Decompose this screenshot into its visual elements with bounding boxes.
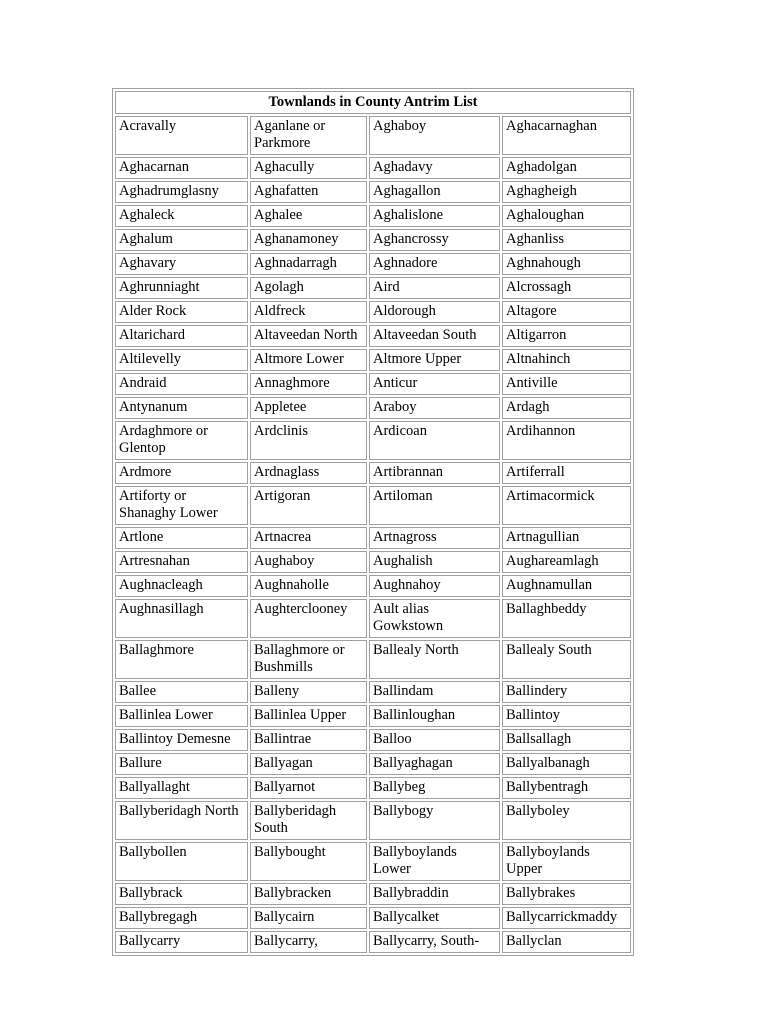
table-row — [115, 599, 631, 638]
table-cell: Artiforty or Shanaghy Lower — [115, 486, 248, 525]
table-cell: Andraid — [115, 373, 248, 395]
table-cell: Ballybogy — [369, 801, 500, 840]
table-cell: Anticur — [369, 373, 500, 395]
table-cell: Ballybentragh — [502, 777, 631, 799]
table-cell: Altaveedan South — [369, 325, 500, 347]
table-row — [115, 325, 631, 347]
table-row — [115, 883, 631, 905]
table-cell: Alder Rock — [115, 301, 248, 323]
table-cell: Ardnaglass — [250, 462, 367, 484]
table-cell: Aghagallon — [369, 181, 500, 203]
table-cell: Altigarron — [502, 325, 631, 347]
table-cell: Aghnadore — [369, 253, 500, 275]
table-cell: Artnacrea — [250, 527, 367, 549]
table-cell: Aghaboy — [369, 116, 500, 155]
table-cell: Ballybregagh — [115, 907, 248, 929]
table-cell: Ballindam — [369, 681, 500, 703]
table-cell: Artiloman — [369, 486, 500, 525]
table-cell: Aghaleck — [115, 205, 248, 227]
table-cell: Artibrannan — [369, 462, 500, 484]
table-row — [115, 301, 631, 323]
table-row — [115, 277, 631, 299]
table-cell: Ballaghbeddy — [502, 599, 631, 638]
table-cell: Altilevelly — [115, 349, 248, 371]
table-row — [115, 907, 631, 929]
table-cell: Ballycalket — [369, 907, 500, 929]
table-cell: Aughnacleagh — [115, 575, 248, 597]
table-cell: Ballee — [115, 681, 248, 703]
table-cell: Aghadolgan — [502, 157, 631, 179]
table-cell: Annaghmore — [250, 373, 367, 395]
table-cell: Aghavary — [115, 253, 248, 275]
table-row — [115, 486, 631, 525]
table-cell: Ballycairn — [250, 907, 367, 929]
table-cell: Aghadavy — [369, 157, 500, 179]
table-cell: Aird — [369, 277, 500, 299]
table-cell: Balleny — [250, 681, 367, 703]
table-cell: Ballure — [115, 753, 248, 775]
table-cell: Acravally — [115, 116, 248, 155]
table-row — [115, 397, 631, 419]
table-cell: Artresnahan — [115, 551, 248, 573]
table-cell: Altaveedan North — [250, 325, 367, 347]
table-cell: Aughnaholle — [250, 575, 367, 597]
table-row — [115, 116, 631, 155]
table-cell: Ardclinis — [250, 421, 367, 460]
table-cell: Aughareamlagh — [502, 551, 631, 573]
table-cell: Aughaboy — [250, 551, 367, 573]
table-cell: Antynanum — [115, 397, 248, 419]
table-cell: Ballyallaght — [115, 777, 248, 799]
table-row — [115, 842, 631, 881]
table-cell: Aganlane or Parkmore — [250, 116, 367, 155]
table-cell: Aghalislone — [369, 205, 500, 227]
table-cell: Ballintoy — [502, 705, 631, 727]
table-cell: Ballaghmore — [115, 640, 248, 679]
table-row — [115, 753, 631, 775]
table-cell: Ballycarry, South- — [369, 931, 500, 953]
table-cell: Artiferrall — [502, 462, 631, 484]
table-cell: Ballindery — [502, 681, 631, 703]
table-row — [115, 181, 631, 203]
table-cell: Artnagross — [369, 527, 500, 549]
table-row — [115, 421, 631, 460]
table-row — [115, 462, 631, 484]
table-cell: Aghnadarragh — [250, 253, 367, 275]
table-cell: Ballaghmore or Bushmills — [250, 640, 367, 679]
table-cell: Aughalish — [369, 551, 500, 573]
table-cell: Araboy — [369, 397, 500, 419]
table-cell: Ballybought — [250, 842, 367, 881]
table-row — [115, 229, 631, 251]
table-cell: Ballyboley — [502, 801, 631, 840]
table-cell: Ballycarrickmaddy — [502, 907, 631, 929]
table-cell: Aghancrossy — [369, 229, 500, 251]
table-cell: Ballsallagh — [502, 729, 631, 751]
table-cell: Aghalee — [250, 205, 367, 227]
table-cell: Ault alias Gowkstown — [369, 599, 500, 638]
table-row — [115, 729, 631, 751]
table-cell: Artlone — [115, 527, 248, 549]
table-cell: Ballyboylands Upper — [502, 842, 631, 881]
townlands-table — [112, 88, 634, 956]
table-cell: Ballybrack — [115, 883, 248, 905]
table-cell: Aghalum — [115, 229, 248, 251]
table-cell: Ballybraddin — [369, 883, 500, 905]
table-cell: Aghacarnaghan — [502, 116, 631, 155]
table-cell: Aughnasillagh — [115, 599, 248, 638]
table-cell: Altagore — [502, 301, 631, 323]
table-cell: Aughterclooney — [250, 599, 367, 638]
table-cell: Artimacormick — [502, 486, 631, 525]
table-cell: Aldorough — [369, 301, 500, 323]
table-cell: Alcrossagh — [502, 277, 631, 299]
table-cell: Ballinloughan — [369, 705, 500, 727]
table-cell: Altmore Upper — [369, 349, 500, 371]
table-cell: Ardicoan — [369, 421, 500, 460]
table-row — [115, 575, 631, 597]
table-row — [115, 253, 631, 275]
table-title-row — [115, 91, 631, 114]
table-row — [115, 349, 631, 371]
table-cell: Aghafatten — [250, 181, 367, 203]
table-cell: Aghacully — [250, 157, 367, 179]
table-cell: Aghacarnan — [115, 157, 248, 179]
table-cell: Ballycarry — [115, 931, 248, 953]
table-row — [115, 681, 631, 703]
table-row — [115, 640, 631, 679]
table-cell: Ardihannon — [502, 421, 631, 460]
table-cell: Agolagh — [250, 277, 367, 299]
table-cell: Ballybracken — [250, 883, 367, 905]
table-cell: Ballycarry, — [250, 931, 367, 953]
table-cell: Aghanliss — [502, 229, 631, 251]
table-cell: Ballealy South — [502, 640, 631, 679]
table-cell: Aghnahough — [502, 253, 631, 275]
table-cell: Appletee — [250, 397, 367, 419]
table-cell: Ballyarnot — [250, 777, 367, 799]
table-cell: Antiville — [502, 373, 631, 395]
table-cell: Aughnamullan — [502, 575, 631, 597]
table-row — [115, 373, 631, 395]
table-row — [115, 777, 631, 799]
table-cell: Aldfreck — [250, 301, 367, 323]
table-cell: Ballyagan — [250, 753, 367, 775]
table-cell: Balloo — [369, 729, 500, 751]
table-cell: Ballyboylands Lower — [369, 842, 500, 881]
table-body — [115, 116, 631, 953]
table-cell: Artigoran — [250, 486, 367, 525]
table-cell: Altnahinch — [502, 349, 631, 371]
table-row — [115, 157, 631, 179]
table-cell: Ballyalbanagh — [502, 753, 631, 775]
table-cell: Ballinlea Upper — [250, 705, 367, 727]
table-cell: Artnagullian — [502, 527, 631, 549]
table-cell: Aghadrumglasny — [115, 181, 248, 203]
table-cell: Aghrunniaght — [115, 277, 248, 299]
table-cell: Ballintrae — [250, 729, 367, 751]
table-row — [115, 801, 631, 840]
table-cell: Ballyaghagan — [369, 753, 500, 775]
table-row — [115, 205, 631, 227]
table-cell: Ballybrakes — [502, 883, 631, 905]
table-row — [115, 527, 631, 549]
table-title: Townlands in County Antrim List — [115, 91, 631, 114]
table-row — [115, 705, 631, 727]
table-cell: Altmore Lower — [250, 349, 367, 371]
table-cell: Ardagh — [502, 397, 631, 419]
table-cell: Ardaghmore or Glentop — [115, 421, 248, 460]
table-cell: Ballyclan — [502, 931, 631, 953]
table-cell: Aghanamoney — [250, 229, 367, 251]
table-cell: Ardmore — [115, 462, 248, 484]
table-row — [115, 551, 631, 573]
table-cell: Aghaloughan — [502, 205, 631, 227]
table-cell: Ballealy North — [369, 640, 500, 679]
table-cell: Altarichard — [115, 325, 248, 347]
table-cell: Ballinlea Lower — [115, 705, 248, 727]
table-cell: Ballybeg — [369, 777, 500, 799]
table-cell: Ballyberidagh South — [250, 801, 367, 840]
table-cell: Ballintoy Demesne — [115, 729, 248, 751]
table-cell: Ballyberidagh North — [115, 801, 248, 840]
table-cell: Aghagheigh — [502, 181, 631, 203]
table-row — [115, 931, 631, 953]
table-cell: Ballybollen — [115, 842, 248, 881]
table-cell: Aughnahoy — [369, 575, 500, 597]
